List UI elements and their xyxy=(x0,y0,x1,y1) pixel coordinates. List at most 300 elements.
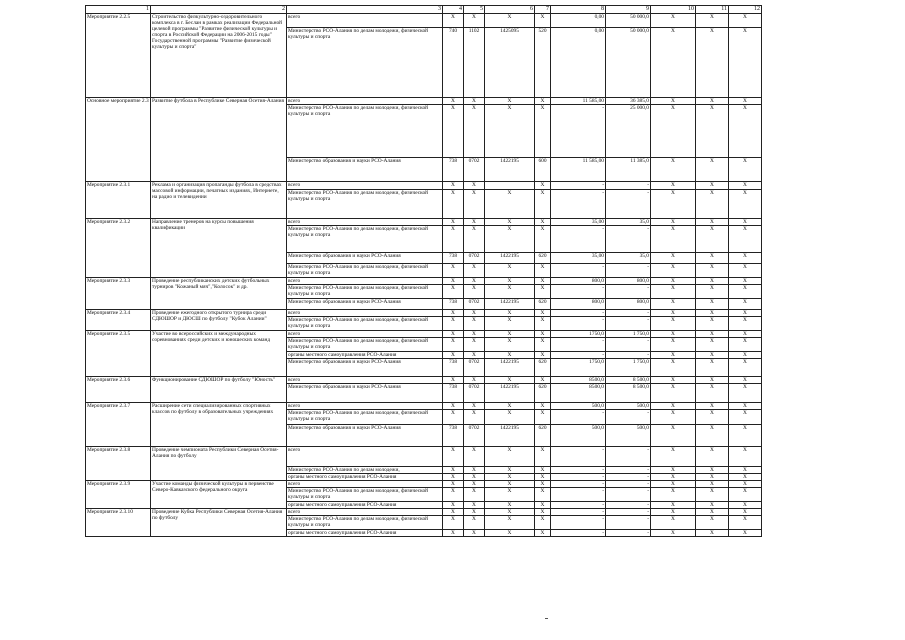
value-cell-c11: X xyxy=(696,317,729,331)
value-cell-c4: X xyxy=(443,226,464,253)
executor-cell: Министерство РСО-Алания по делам молодежи, физической культуры и спорта xyxy=(287,28,443,98)
value-cell-c6: 1425095 xyxy=(485,28,535,98)
value-cell-c8: 500,0 xyxy=(551,425,606,447)
value-cell-c9: 500,0 xyxy=(606,425,651,447)
value-cell-c4: 738 xyxy=(443,384,464,403)
value-cell-c8: 0,00 xyxy=(551,28,606,98)
value-cell-c10: X xyxy=(651,384,696,403)
value-cell-c4: X xyxy=(443,447,464,467)
value-cell-c10: X xyxy=(651,474,696,481)
column-number: 9 xyxy=(606,6,651,14)
value-cell-c8: - xyxy=(551,530,606,537)
value-cell-c9: - xyxy=(606,352,651,359)
executor-cell: всего xyxy=(287,509,443,516)
value-cell-c7: X xyxy=(535,264,551,278)
value-cell-c6: X xyxy=(485,488,535,502)
value-cell-c5: X xyxy=(464,14,485,28)
value-cell-c12: X xyxy=(729,331,762,338)
value-cell-c5: X xyxy=(464,98,485,105)
value-cell-c11: X xyxy=(696,352,729,359)
measure-name: Реклама и организация пропаганды футбола в средствах массовой информации, печатных изданиях, Интернете, на радио и телевидении xyxy=(151,182,287,219)
value-cell-c8: - xyxy=(551,474,606,481)
value-cell-c6: 1422195 xyxy=(485,425,535,447)
value-cell-c4: X xyxy=(443,14,464,28)
executor-cell: всего xyxy=(287,14,443,28)
value-cell-c9: - xyxy=(606,338,651,352)
value-cell-c11: X xyxy=(696,509,729,516)
executor-cell: Министерство образования и науки РСО-Алания xyxy=(287,299,443,310)
value-cell-c4: X xyxy=(443,509,464,516)
value-cell-c7: X xyxy=(535,219,551,226)
value-cell-c4: X xyxy=(443,488,464,502)
value-cell-c7: X xyxy=(535,190,551,219)
value-cell-c6: 1422195 xyxy=(485,158,535,182)
value-cell-c7: X xyxy=(535,317,551,331)
value-cell-c12: X xyxy=(729,410,762,425)
value-cell-c6: X xyxy=(485,403,535,410)
value-cell-c10: X xyxy=(651,190,696,219)
value-cell-c4: X xyxy=(443,403,464,410)
value-cell-c6: X xyxy=(485,190,535,219)
value-cell-c5: X xyxy=(464,481,485,488)
value-cell-c8: 800,0 xyxy=(551,299,606,310)
value-cell-c7: 520 xyxy=(535,28,551,98)
value-cell-c10: X xyxy=(651,338,696,352)
value-cell-c11: X xyxy=(696,377,729,384)
measure-name: Участие команды физической культуры в первенстве Северо-Кавказского федерального округа xyxy=(151,481,287,509)
executor-cell: всего xyxy=(287,219,443,226)
value-cell-c5: X xyxy=(464,509,485,516)
value-cell-c8: 11 585,00 xyxy=(551,158,606,182)
value-cell-c10: X xyxy=(651,502,696,509)
executor-cell: Министерство РСО-Алания по делам молодежи, физической культуры и спорта xyxy=(287,264,443,278)
value-cell-c12: X xyxy=(729,403,762,410)
executor-cell: всего xyxy=(287,98,443,105)
value-cell-c5: X xyxy=(464,467,485,474)
executor-cell: органы местного самоуправления РСО-Алания xyxy=(287,502,443,509)
value-cell-c5: X xyxy=(464,278,485,285)
value-cell-c10: X xyxy=(651,278,696,285)
value-cell-c10: X xyxy=(651,352,696,359)
executor-cell: всего xyxy=(287,403,443,410)
value-cell-c11: X xyxy=(696,182,729,190)
executor-cell: Министерство образования и науки РСО-Алания xyxy=(287,253,443,264)
measure-code: Мероприятие 2.3.5 xyxy=(86,331,151,377)
value-cell-c11: X xyxy=(696,331,729,338)
value-cell-c5: X xyxy=(464,331,485,338)
value-cell-c10: X xyxy=(651,331,696,338)
value-cell-c7: X xyxy=(535,447,551,467)
value-cell-c6: X xyxy=(485,509,535,516)
value-cell-c4: 740 xyxy=(443,28,464,98)
value-cell-c10: X xyxy=(651,310,696,317)
scan-mark xyxy=(545,618,548,619)
value-cell-c7: X xyxy=(535,410,551,425)
measure-code: Мероприятие 2.3.4 xyxy=(86,310,151,331)
value-cell-c7: 600 xyxy=(535,158,551,182)
column-number: 4 xyxy=(443,6,464,14)
value-cell-c4: 738 xyxy=(443,359,464,377)
table-row xyxy=(86,403,762,410)
value-cell-c6: 1422195 xyxy=(485,299,535,310)
value-cell-c12: X xyxy=(729,264,762,278)
executor-cell: Министерство РСО-Алания по делам молодежи, физической культуры и спорта xyxy=(287,410,443,425)
value-cell-c4: X xyxy=(443,317,464,331)
value-cell-c8: - xyxy=(551,317,606,331)
value-cell-c5: X xyxy=(464,516,485,530)
value-cell-c11: X xyxy=(696,310,729,317)
value-cell-c6: X xyxy=(485,338,535,352)
column-number: 12 xyxy=(729,6,762,14)
value-cell-c11: X xyxy=(696,516,729,530)
measure-code: Мероприятие 2.3.9 xyxy=(86,481,151,509)
value-cell-c9: 8 500,0 xyxy=(606,377,651,384)
value-cell-c4: X xyxy=(443,219,464,226)
value-cell-c7: X xyxy=(535,516,551,530)
value-cell-c9: 11 385,0 xyxy=(606,158,651,182)
value-cell-c8: - xyxy=(551,190,606,219)
value-cell-c10: X xyxy=(651,299,696,310)
executor-cell: всего xyxy=(287,447,443,467)
value-cell-c10: X xyxy=(651,359,696,377)
value-cell-c12: X xyxy=(729,28,762,98)
value-cell-c8: - xyxy=(551,481,606,488)
value-cell-c12: X xyxy=(729,488,762,502)
value-cell-c6: X xyxy=(485,278,535,285)
value-cell-c11: X xyxy=(696,467,729,474)
value-cell-c4: 738 xyxy=(443,425,464,447)
column-number: 2 xyxy=(151,6,287,14)
value-cell-c7: X xyxy=(535,310,551,317)
value-cell-c11: X xyxy=(696,488,729,502)
value-cell-c9: - xyxy=(606,509,651,516)
value-cell-c6: X xyxy=(485,219,535,226)
value-cell-c7: X xyxy=(535,98,551,105)
value-cell-c12: X xyxy=(729,474,762,481)
value-cell-c12: X xyxy=(729,253,762,264)
value-cell-c11: X xyxy=(696,447,729,467)
value-cell-c5: 0702 xyxy=(464,253,485,264)
executor-cell: всего xyxy=(287,377,443,384)
column-number: 1 xyxy=(86,6,151,14)
value-cell-c6: X xyxy=(485,105,535,158)
value-cell-c6: X xyxy=(485,264,535,278)
value-cell-c9: - xyxy=(606,410,651,425)
value-cell-c8: - xyxy=(551,352,606,359)
value-cell-c9: 8 500,0 xyxy=(606,384,651,403)
executor-cell: Министерство образования и науки РСО-Алания xyxy=(287,425,443,447)
value-cell-c5: X xyxy=(464,410,485,425)
executor-cell: Министерство РСО-Алания по делам молодежи, физической культуры и спорта xyxy=(287,317,443,331)
value-cell-c10: X xyxy=(651,14,696,28)
value-cell-c7: X xyxy=(535,182,551,190)
value-cell-c11: X xyxy=(696,410,729,425)
value-cell-c12: X xyxy=(729,384,762,403)
executor-cell: Министерство образования и науки РСО-Алания xyxy=(287,158,443,182)
value-cell-c12: X xyxy=(729,219,762,226)
value-cell-c11: X xyxy=(696,14,729,28)
table-row xyxy=(86,331,762,338)
value-cell-c7: X xyxy=(535,338,551,352)
value-cell-c5: X xyxy=(464,219,485,226)
value-cell-c4: X xyxy=(443,278,464,285)
value-cell-c12: X xyxy=(729,359,762,377)
value-cell-c10: X xyxy=(651,219,696,226)
value-cell-c5: X xyxy=(464,502,485,509)
value-cell-c5: 0702 xyxy=(464,158,485,182)
value-cell-c10: X xyxy=(651,98,696,105)
value-cell-c7: X xyxy=(535,226,551,253)
value-cell-c10: X xyxy=(651,158,696,182)
value-cell-c8: 0,00 xyxy=(551,14,606,28)
measure-name: Функционирование СДЮШОР по футболу "Юность" xyxy=(151,377,287,403)
value-cell-c4: X xyxy=(443,190,464,219)
value-cell-c5: X xyxy=(464,377,485,384)
value-cell-c9: 1 750,0 xyxy=(606,331,651,338)
value-cell-c7: X xyxy=(535,481,551,488)
executor-cell: Министерство РСО-Алания по делам молодежи, физической культуры и спорта xyxy=(287,488,443,502)
column-number: 8 xyxy=(551,6,606,14)
value-cell-c12: X xyxy=(729,481,762,488)
value-cell-c10: X xyxy=(651,467,696,474)
value-cell-c8: - xyxy=(551,338,606,352)
value-cell-c8: 8500,0 xyxy=(551,377,606,384)
executor-cell: Министерство образования и науки РСО-Алания xyxy=(287,359,443,377)
value-cell-c4: X xyxy=(443,285,464,299)
value-cell-c11: X xyxy=(696,384,729,403)
executor-cell: всего xyxy=(287,331,443,338)
column-number: 11 xyxy=(696,6,729,14)
value-cell-c4: X xyxy=(443,502,464,509)
value-cell-c6: X xyxy=(485,14,535,28)
value-cell-c6: X xyxy=(485,98,535,105)
value-cell-c5: X xyxy=(464,474,485,481)
value-cell-c6: X xyxy=(485,467,535,474)
value-cell-c12: X xyxy=(729,278,762,285)
value-cell-c10: X xyxy=(651,481,696,488)
value-cell-c12: X xyxy=(729,467,762,474)
value-cell-c7: X xyxy=(535,509,551,516)
value-cell-c6: X xyxy=(485,474,535,481)
measure-code: Мероприятие 2.3.8 xyxy=(86,447,151,481)
measure-name: Участие во всероссийских и международных соревнованиях среди детских и юношеских команд xyxy=(151,331,287,377)
value-cell-c5: X xyxy=(464,310,485,317)
value-cell-c8: 800,0 xyxy=(551,278,606,285)
measure-code: Мероприятие 2.3.6 xyxy=(86,377,151,403)
value-cell-c9: - xyxy=(606,516,651,530)
value-cell-c4: X xyxy=(443,98,464,105)
value-cell-c9: - xyxy=(606,502,651,509)
value-cell-c6: X xyxy=(485,285,535,299)
executor-cell: органы местного самоуправления РСО-Алания xyxy=(287,474,443,481)
value-cell-c11: X xyxy=(696,502,729,509)
value-cell-c9: - xyxy=(606,310,651,317)
table-row xyxy=(86,219,762,226)
value-cell-c10: X xyxy=(651,447,696,467)
column-number: 5 xyxy=(464,6,485,14)
value-cell-c6: X xyxy=(485,516,535,530)
value-cell-c7: X xyxy=(535,331,551,338)
measure-code: Мероприятие 2.3.10 xyxy=(86,509,151,537)
executor-cell: Министерство образования и науки РСО-Алания xyxy=(287,384,443,403)
value-cell-c5: X xyxy=(464,182,485,190)
value-cell-c4: X xyxy=(443,310,464,317)
value-cell-c12: X xyxy=(729,352,762,359)
value-cell-c11: X xyxy=(696,474,729,481)
value-cell-c12: X xyxy=(729,285,762,299)
value-cell-c9: - xyxy=(606,190,651,219)
value-cell-c12: X xyxy=(729,158,762,182)
executor-cell: Министерство РСО-Алания по делам молодежи, xyxy=(287,467,443,474)
value-cell-c10: X xyxy=(651,182,696,190)
value-cell-c8: 1750,0 xyxy=(551,359,606,377)
value-cell-c11: X xyxy=(696,425,729,447)
value-cell-c12: X xyxy=(729,338,762,352)
value-cell-c5: X xyxy=(464,530,485,537)
value-cell-c4: X xyxy=(443,105,464,158)
value-cell-c11: X xyxy=(696,530,729,537)
executor-cell: всего xyxy=(287,278,443,285)
value-cell-c5: X xyxy=(464,403,485,410)
value-cell-c6: X xyxy=(485,377,535,384)
value-cell-c12: X xyxy=(729,299,762,310)
measure-code: Мероприятие 2.3.2 xyxy=(86,219,151,278)
measure-name: Проведение Кубка Республики Северная Осетия-Алания по футболу xyxy=(151,509,287,537)
value-cell-c6: X xyxy=(485,481,535,488)
value-cell-c10: X xyxy=(651,403,696,410)
value-cell-c9: 50 000,0 xyxy=(606,14,651,28)
value-cell-c6: X xyxy=(485,410,535,425)
value-cell-c9: - xyxy=(606,182,651,190)
executor-cell: всего xyxy=(287,182,443,190)
column-number: 6 xyxy=(485,6,535,14)
value-cell-c7: X xyxy=(535,488,551,502)
value-cell-c5: 1102 xyxy=(464,28,485,98)
value-cell-c4: X xyxy=(443,352,464,359)
value-cell-c12: X xyxy=(729,226,762,253)
value-cell-c8: 11 585,00 xyxy=(551,98,606,105)
value-cell-c5: X xyxy=(464,105,485,158)
value-cell-c7: X xyxy=(535,502,551,509)
value-cell-c8: 500,0 xyxy=(551,403,606,410)
value-cell-c9: - xyxy=(606,467,651,474)
value-cell-c9: - xyxy=(606,285,651,299)
value-cell-c10: X xyxy=(651,425,696,447)
value-cell-c5: 0702 xyxy=(464,384,485,403)
value-cell-c11: X xyxy=(696,299,729,310)
value-cell-c10: X xyxy=(651,317,696,331)
column-number: 7 xyxy=(535,6,551,14)
value-cell-c12: X xyxy=(729,105,762,158)
value-cell-c7: X xyxy=(535,530,551,537)
value-cell-c11: X xyxy=(696,338,729,352)
executor-cell: Министерство РСО-Алания по делам молодежи, физической культуры и спорта xyxy=(287,226,443,253)
value-cell-c8: 8500,0 xyxy=(551,384,606,403)
value-cell-c8: - xyxy=(551,447,606,467)
value-cell-c9: - xyxy=(606,317,651,331)
measure-name: Расширение сети специализированных спортивных классов по футболу в образовательных учреждениях xyxy=(151,403,287,447)
value-cell-c8: - xyxy=(551,467,606,474)
value-cell-c4: 738 xyxy=(443,299,464,310)
value-cell-c5: X xyxy=(464,190,485,219)
value-cell-c4: X xyxy=(443,474,464,481)
executor-cell: Министерство РСО-Алания по делам молодежи, физической культуры и спорта xyxy=(287,285,443,299)
value-cell-c11: X xyxy=(696,403,729,410)
table-row xyxy=(86,182,762,190)
column-number-header xyxy=(86,6,762,14)
value-cell-c4: X xyxy=(443,410,464,425)
value-cell-c7: X xyxy=(535,403,551,410)
value-cell-c12: X xyxy=(729,310,762,317)
value-cell-c7: X xyxy=(535,352,551,359)
value-cell-c4: X xyxy=(443,467,464,474)
value-cell-c12: X xyxy=(729,425,762,447)
value-cell-c10: X xyxy=(651,516,696,530)
value-cell-c12: X xyxy=(729,317,762,331)
value-cell-c10: X xyxy=(651,377,696,384)
value-cell-c9: 1 750,0 xyxy=(606,359,651,377)
value-cell-c6: 1422195 xyxy=(485,359,535,377)
value-cell-c10: X xyxy=(651,509,696,516)
value-cell-c5: X xyxy=(464,352,485,359)
executor-cell: Министерство РСО-Алания по делам молодежи, физической культуры и спорта xyxy=(287,105,443,158)
budget-table-sheet xyxy=(85,5,762,537)
value-cell-c10: X xyxy=(651,28,696,98)
value-cell-c11: X xyxy=(696,190,729,219)
value-cell-c11: X xyxy=(696,219,729,226)
value-cell-c9: - xyxy=(606,488,651,502)
value-cell-c12: X xyxy=(729,509,762,516)
value-cell-c12: X xyxy=(729,530,762,537)
measure-name: Развитие футбола в Республике Северная Осетия-Алания xyxy=(151,98,287,182)
value-cell-c9: - xyxy=(606,481,651,488)
value-cell-c10: X xyxy=(651,530,696,537)
value-cell-c5: 0702 xyxy=(464,425,485,447)
value-cell-c7: X xyxy=(535,105,551,158)
measure-code: Мероприятие 2.3.3 xyxy=(86,278,151,310)
value-cell-c5: X xyxy=(464,317,485,331)
value-cell-c12: X xyxy=(729,377,762,384)
executor-cell: Министерство РСО-Алания по делам молодежи, физической культуры и спорта xyxy=(287,338,443,352)
value-cell-c8: 35,00 xyxy=(551,219,606,226)
value-cell-c8: - xyxy=(551,285,606,299)
value-cell-c5: X xyxy=(464,226,485,253)
value-cell-c11: X xyxy=(696,264,729,278)
measure-code: Мероприятие 2.2.5 xyxy=(86,14,151,98)
value-cell-c12: X xyxy=(729,98,762,105)
executor-cell: всего xyxy=(287,481,443,488)
value-cell-c11: X xyxy=(696,98,729,105)
value-cell-c6: X xyxy=(485,226,535,253)
value-cell-c6: X xyxy=(485,352,535,359)
value-cell-c5: X xyxy=(464,338,485,352)
measure-name: Проведение республиканских детских футбольных турниров "Кожаный мяч","Колосок" и др. xyxy=(151,278,287,310)
measure-name: Направление тренеров на курсы повышения квалификации xyxy=(151,219,287,278)
value-cell-c8: - xyxy=(551,488,606,502)
value-cell-c6 xyxy=(485,182,535,190)
table-row xyxy=(86,98,762,105)
table-row xyxy=(86,14,762,28)
value-cell-c10: X xyxy=(651,253,696,264)
table-row xyxy=(86,377,762,384)
value-cell-c6: 1422195 xyxy=(485,253,535,264)
value-cell-c5: X xyxy=(464,264,485,278)
table-row xyxy=(86,310,762,317)
executor-cell: Министерство РСО-Алания по делам молодежи, физической культуры и спорта xyxy=(287,190,443,219)
value-cell-c8: - xyxy=(551,516,606,530)
value-cell-c6: X xyxy=(485,447,535,467)
value-cell-c9: - xyxy=(606,226,651,253)
